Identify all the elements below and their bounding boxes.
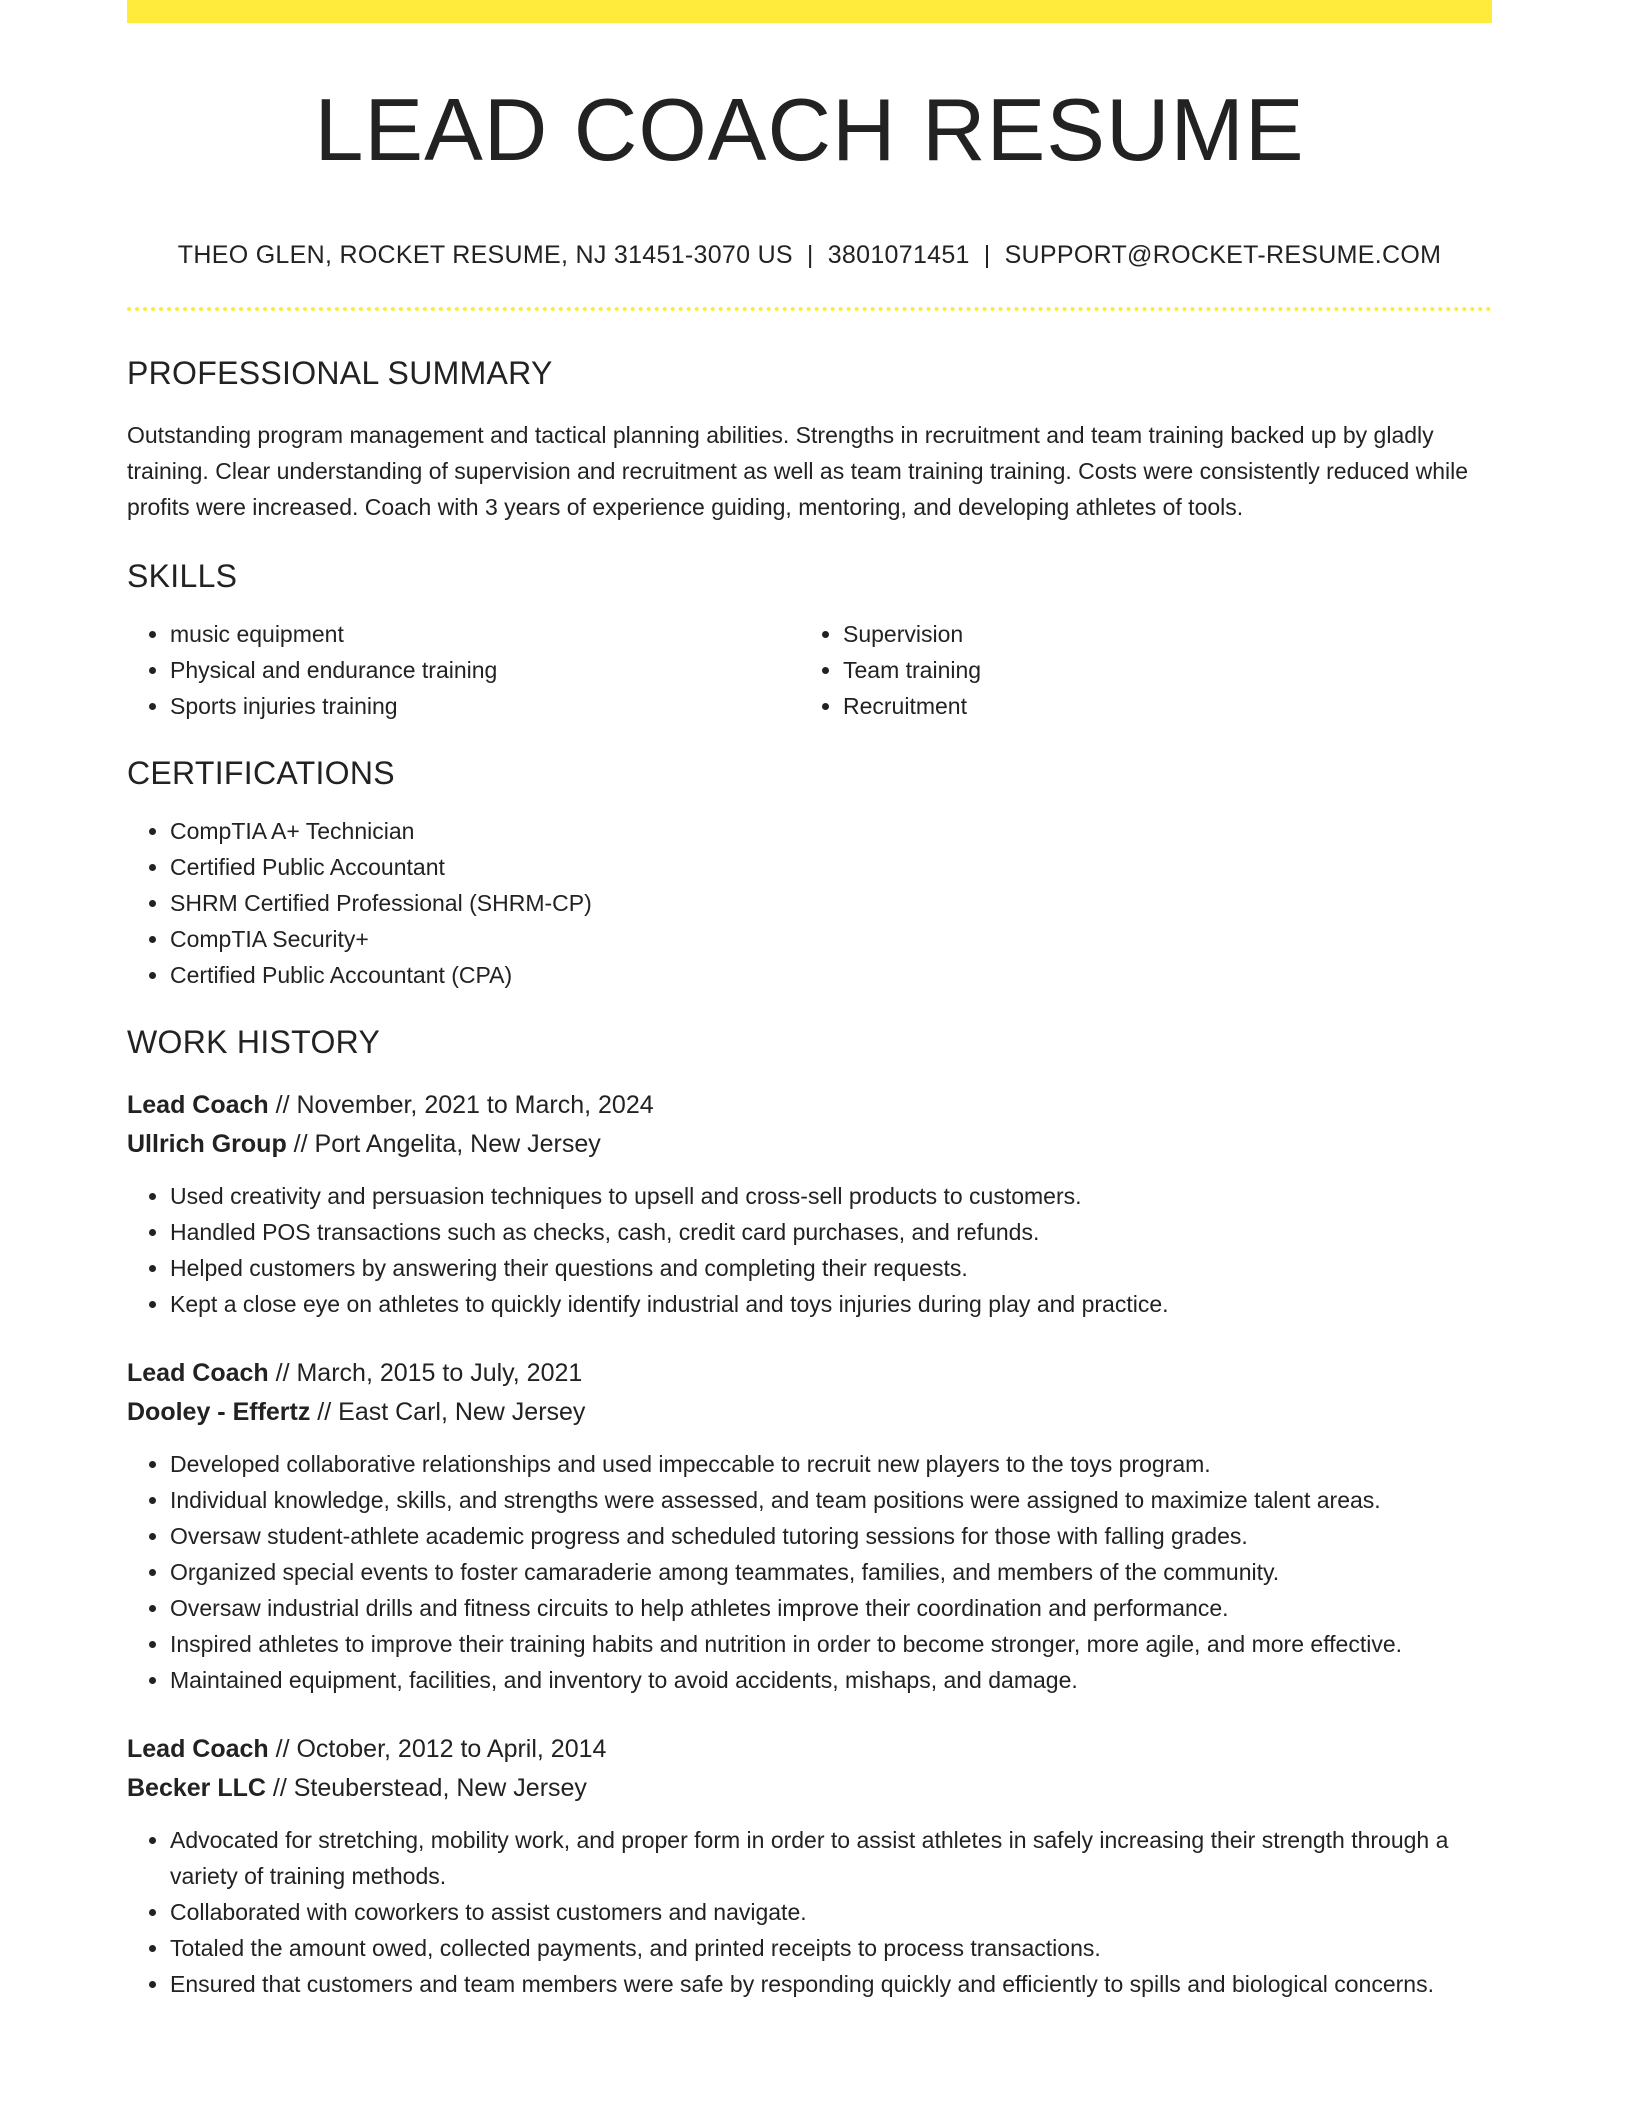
- work-history-section: [127, 1024, 1492, 2002]
- job-company: Ullrich Group: [127, 1130, 287, 1159]
- job-dates: // November, 2021 to March, 2024: [268, 1091, 654, 1120]
- job-company-line: [127, 1393, 1492, 1432]
- job-title-line: [127, 1086, 1492, 1125]
- contact-separator: |: [983, 241, 991, 270]
- summary-heading: PROFESSIONAL SUMMARY: [127, 355, 553, 392]
- skill-item: • Physical and endurance training: [170, 652, 800, 688]
- job-bullet: • Inspired athletes to improve their training habits and nutrition in order to become stronger, more agile, and more effective.: [170, 1626, 1492, 1662]
- contact-phone: 3801071451: [827, 241, 970, 270]
- job-company: Becker LLC: [127, 1774, 266, 1803]
- job-bullet: • Helped customers by answering their questions and completing their requests.: [170, 1250, 1492, 1286]
- certification-item: • CompTIA A+ Technician: [170, 813, 1492, 849]
- job-role: Lead Coach: [127, 1735, 269, 1764]
- skill-item: • music equipment: [170, 616, 800, 652]
- skill-item: • Recruitment: [843, 688, 1473, 724]
- skill-item: • Sports injuries training: [170, 688, 800, 724]
- certifications-heading: CERTIFICATIONS: [127, 755, 395, 792]
- job-bullets: [127, 1446, 1492, 1698]
- skill-item: • Supervision: [843, 616, 1473, 652]
- job-bullet: • Individual knowledge, skills, and strengths were assessed, and team positions were assigned to maximize talent areas.: [170, 1482, 1492, 1518]
- summary-text: Outstanding program management and tactical planning abilities. Strengths in recruitment and team training backed up by gladly training. Clear understanding of supervision and recruitment as well as team training training. Costs were consistently reduced while profits were increased. Coach with 3 years of experience guiding, mentoring, and developing athletes of tools.: [127, 422, 1469, 521]
- job-bullet: • Used creativity and persuasion techniques to upsell and cross-sell products to customers.: [170, 1178, 1492, 1214]
- contact-separator: |: [806, 241, 814, 270]
- contact-email: SUPPORT@ROCKET-RESUME.COM: [1004, 241, 1442, 270]
- job-bullet: • Oversaw student-athlete academic progress and scheduled tutoring sessions for those with falling grades.: [170, 1518, 1492, 1554]
- dotted-divider: [127, 307, 1492, 311]
- contact-address: THEO GLEN, ROCKET RESUME, NJ 31451-3070 US: [177, 241, 793, 270]
- job-company: Dooley - Effertz: [127, 1398, 311, 1427]
- job-bullet: • Totaled the amount owed, collected payments, and printed receipts to process transactions.: [170, 1930, 1492, 1966]
- job-bullet: • Advocated for stretching, mobility work, and proper form in order to assist athletes in safely increasing their strength through a variety of training methods.: [170, 1822, 1492, 1894]
- certifications-section: [127, 755, 1492, 993]
- certifications-list: [127, 813, 1492, 993]
- job-dates: // March, 2015 to July, 2021: [268, 1359, 583, 1388]
- job-bullets: [127, 1822, 1492, 2002]
- job-bullet: • Maintained equipment, facilities, and inventory to avoid accidents, mishaps, and damage.: [170, 1662, 1492, 1698]
- job-bullet: • Collaborated with coworkers to assist customers and navigate.: [170, 1894, 1492, 1930]
- skills-right-list: [800, 616, 1473, 724]
- resume-title: LEAD COACH RESUME: [314, 80, 1305, 179]
- job-bullets: [127, 1178, 1492, 1322]
- job-bullet: • Organized special events to foster camaraderie among teammates, families, and members of the community.: [170, 1554, 1492, 1590]
- accent-top-bar: [127, 0, 1492, 23]
- skill-item: • Team training: [843, 652, 1473, 688]
- job-location: // East Carl, New Jersey: [310, 1398, 586, 1427]
- job-location: // Steuberstead, New Jersey: [265, 1774, 587, 1803]
- resume-page: [127, 0, 1492, 2002]
- job-bullet: • Kept a close eye on athletes to quickly identify industrial and toys injuries during play and practice.: [170, 1286, 1492, 1322]
- certification-item: • SHRM Certified Professional (SHRM-CP): [170, 885, 1492, 921]
- job-company-line: [127, 1125, 1492, 1164]
- summary-section: [127, 355, 1492, 525]
- job-bullet: • Handled POS transactions such as checks, cash, credit card purchases, and refunds.: [170, 1214, 1492, 1250]
- job-role: Lead Coach: [127, 1359, 269, 1388]
- skills-grid: [127, 616, 1492, 724]
- job-location: // Port Angelita, New Jersey: [286, 1130, 601, 1159]
- skills-heading: SKILLS: [127, 558, 238, 595]
- skills-section: [127, 558, 1492, 724]
- job-entry: [127, 1730, 1492, 2002]
- job-company-line: [127, 1769, 1492, 1808]
- job-entry: [127, 1086, 1492, 1322]
- job-dates: // October, 2012 to April, 2014: [268, 1735, 607, 1764]
- job-bullet: • Developed collaborative relationships and used impeccable to recruit new players to the toys program.: [170, 1446, 1492, 1482]
- certification-item: • Certified Public Accountant (CPA): [170, 957, 1492, 993]
- job-bullet: • Ensured that customers and team members were safe by responding quickly and efficiently to spills and biological concerns.: [170, 1966, 1492, 2002]
- contact-line: [127, 240, 1492, 270]
- job-bullet: • Oversaw industrial drills and fitness circuits to help athletes improve their coordination and performance.: [170, 1590, 1492, 1626]
- certification-item: • Certified Public Accountant: [170, 849, 1492, 885]
- skills-left-list: [127, 616, 800, 724]
- work-history-heading: WORK HISTORY: [127, 1024, 381, 1061]
- job-title-line: [127, 1730, 1492, 1769]
- certification-item: • CompTIA Security+: [170, 921, 1492, 957]
- job-title-line: [127, 1354, 1492, 1393]
- job-entry: [127, 1354, 1492, 1698]
- job-role: Lead Coach: [127, 1091, 269, 1120]
